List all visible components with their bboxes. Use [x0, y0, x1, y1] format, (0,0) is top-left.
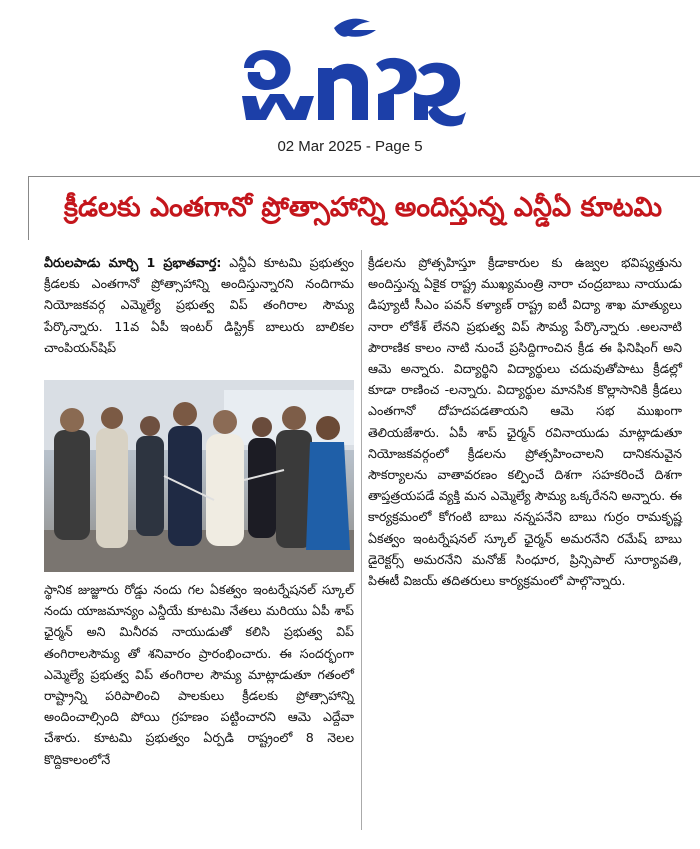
byline: వీరులపాడు మార్చి 1 ప్రభాతవార్త:: [44, 255, 222, 270]
headline-rule-left: [28, 176, 29, 240]
dateline: 02 Mar 2025 - Page 5: [277, 138, 423, 155]
article-column-right: క్రీడలను ప్రోత్సహిస్తూ క్రీడాకారుల కు ఉజ్వల భవిష్యత్తును అందిస్తున్న ఏకైక రాష్ట్ర ముఖ్యమంత్రి నారా చంద్రబాబు నాయుడు డిప్యూటీ సీఎం పవన్ కళ్యాణ్ రాష్ట్ర ఐటీ విద్యా శాఖ మాత్యులు నారా లోకేశ్ లేనని ప్రభుత్వ విప్ సౌమ్య పేర్కొన్నారు .అలనాటి పౌరాణిక కాలం నాటి నుంచే ప్రసిద్దిగాంచిన క్రీడ ఈ ఫినిషింగ్ అని ఆమె అన్నారు. విద్యార్థిని విద్యార్థులు చదువుతోపాటు క్రీడల్లో కూడా రాణించ -లన్నారు. విద్యార్థుల మానసిక కొల్లాసానికి క్రీడలు ఎంతగానో దోహదపడతాయని ఆమె సభ ముఖంగా తెలియజేశారు. ఏపీ శాప్ ఛైర్మన్ రవినాయుడు మాట్లాడుతూ నియోజకవర్గంలో క్రీడలను ప్రోత్సహించాలని దానికనువైన సౌకర్యాలను వాతావరణం కల్పించే దిశగా సహకరించే దిశగా తాప్తత్రయపడే వ్యక్తి మన ఎమ్మెల్యే సౌమ్య ఒక్కరేనని అన్నారు. ఈ కార్యక్రమంలో కోగంటి బాబు నన్నపనేని బాబు గుర్రం రామకృష్ణ ఏకత్వం ఇంటర్నేషనల్ స్కూల్ ఛైర్మన్ అమరనేని రమేష్ బాబు డైరెక్టర్స్ అమరనేని మనోజ్ సింధూర, ప్రిన్సిపాల్ సూర్యావతి, పిఈటీ విజయ్ తదితరులు కార్యక్రమంలో పాల్గొన్నారు.: [368, 255, 682, 589]
column-divider: [361, 250, 362, 830]
headline-rule: [28, 176, 700, 177]
headline: క్రీడలకు ఎంతగానో ప్రోత్సాహాన్ని అందిస్తున్న ఎన్డీఏ కూటమి: [63, 192, 663, 223]
fencing-inauguration-photo: [44, 380, 354, 572]
masthead: [0, 0, 700, 130]
article-text-left-top: ఎన్డీఏ కూటమి ప్రభుత్వం క్రీడలకు ఎంతగానో ప్రోత్సాహాన్ని అందిస్తున్నారని నందిగామ నియోజకవర్గ ఎమ్మెల్యే ప్రభుత్వ విప్ తంగిరాల సౌమ్య పేర్కొన్నారు. 11వ ఏపీ ఇంటర్ డిస్ట్రిక్ బాలురు బాలికల చాంపియన్‌షిప్: [44, 255, 355, 355]
dove-icon: [236, 8, 476, 133]
article-column-left-top: [44, 252, 354, 358]
article-column-left-bottom: స్థానిక జుజ్జూరు రోడ్డు నందు గల ఏకత్వం ఇంటర్నేషనల్ స్కూల్ నందు యాజమాన్యం ఎన్డీయే కూటమి నేతలు మరియు ఏపీ శాప్ ఛైర్మన్ అని మినీరవ నాయుడుతో కలిసి ప్రభుత్వ విప్ తంగిరాలసౌమ్య తో శనివారం ప్రారంభించారు. ఈ సందర్భంగా ఎమ్మెల్యే ప్రభుత్వ విప్ తంగిరాల సౌమ్య మాట్లాడుతూ గతంలో రాష్ట్రాన్ని పరిపాలించి పాలకులు క్రీడలకు ప్రోత్సాహాన్ని అందించాల్సింది పోయి గ్రహణం పట్టించారని ఆమె ఎద్దేవా చేశారు. కూటమి ప్రభుత్వం ఏర్పడి రాష్ట్రంలో 8 నెలల కొద్దికాలంలోనే: [44, 582, 354, 767]
